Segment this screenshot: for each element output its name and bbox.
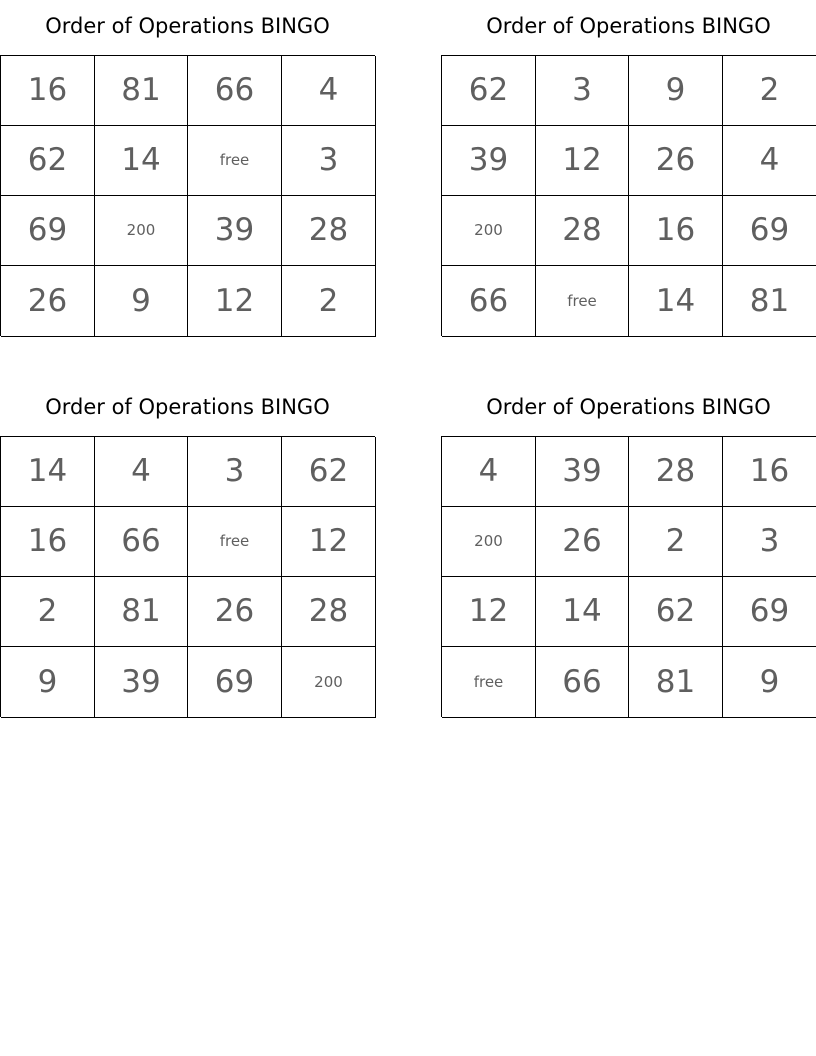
bingo-cell: 39 (536, 437, 629, 507)
bingo-cell: 12 (282, 507, 376, 577)
bingo-grid (441, 55, 816, 336)
bingo-cell: 39 (95, 647, 188, 718)
bingo-cell: 14 (95, 126, 188, 196)
bingo-grid (0, 55, 375, 336)
bingo-cell: 81 (629, 647, 723, 718)
bingo-cell: 16 (1, 56, 95, 126)
bingo-cell: free (442, 647, 536, 718)
bingo-cell: 28 (629, 437, 723, 507)
bingo-cell: 69 (723, 196, 816, 266)
bingo-cell: 3 (188, 437, 282, 507)
bingo-cell: free (188, 126, 282, 196)
bingo-cell: 200 (442, 196, 536, 266)
bingo-grid (0, 436, 375, 717)
bingo-cell: 28 (282, 196, 376, 266)
bingo-cell: 200 (282, 647, 376, 718)
bingo-cell: 81 (723, 266, 816, 337)
card-title: Order of Operations BINGO (45, 395, 330, 419)
bingo-cell: 62 (629, 577, 723, 647)
bingo-cell: 3 (536, 56, 629, 126)
bingo-cell: 9 (629, 56, 723, 126)
bingo-cell: 2 (1, 577, 95, 647)
card-title: Order of Operations BINGO (486, 14, 771, 38)
bingo-cell: 200 (442, 507, 536, 577)
bingo-cell: 69 (723, 577, 816, 647)
bingo-cell: 9 (1, 647, 95, 718)
bingo-cell: 16 (629, 196, 723, 266)
bingo-cell: 3 (282, 126, 376, 196)
bingo-cell: 62 (442, 56, 536, 126)
bingo-cell: 16 (1, 507, 95, 577)
bingo-cell: 26 (536, 507, 629, 577)
card-title: Order of Operations BINGO (45, 14, 330, 38)
bingo-cell: 26 (1, 266, 95, 337)
card-title: Order of Operations BINGO (486, 395, 771, 419)
bingo-cell: 12 (536, 126, 629, 196)
bingo-cell: 14 (536, 577, 629, 647)
bingo-cell: free (188, 507, 282, 577)
bingo-cell: 66 (442, 266, 536, 337)
bingo-cell: 14 (1, 437, 95, 507)
bingo-grid (441, 436, 816, 717)
bingo-cell: 14 (629, 266, 723, 337)
bingo-cell: 4 (282, 56, 376, 126)
bingo-cell: 4 (442, 437, 536, 507)
bingo-cell: 69 (188, 647, 282, 718)
bingo-cell: 4 (95, 437, 188, 507)
bingo-cell: 2 (723, 56, 816, 126)
bingo-cell: 9 (95, 266, 188, 337)
bingo-cell: 69 (1, 196, 95, 266)
bingo-cell: 16 (723, 437, 816, 507)
bingo-cell: 66 (95, 507, 188, 577)
bingo-cell: 81 (95, 56, 188, 126)
bingo-cell: 2 (282, 266, 376, 337)
bingo-cell: 62 (1, 126, 95, 196)
bingo-cell: 9 (723, 647, 816, 718)
bingo-cell: 66 (188, 56, 282, 126)
bingo-cell: 62 (282, 437, 376, 507)
bingo-cell: 3 (723, 507, 816, 577)
bingo-cell: 28 (282, 577, 376, 647)
bingo-cell: 12 (188, 266, 282, 337)
bingo-cell: 81 (95, 577, 188, 647)
bingo-cell: 12 (442, 577, 536, 647)
bingo-cell: 39 (442, 126, 536, 196)
bingo-cell: 200 (95, 196, 188, 266)
bingo-cell: 26 (629, 126, 723, 196)
bingo-cell: 26 (188, 577, 282, 647)
bingo-cell: 2 (629, 507, 723, 577)
bingo-cell: 39 (188, 196, 282, 266)
bingo-cell: free (536, 266, 629, 337)
bingo-cell: 66 (536, 647, 629, 718)
bingo-cell: 28 (536, 196, 629, 266)
bingo-cell: 4 (723, 126, 816, 196)
